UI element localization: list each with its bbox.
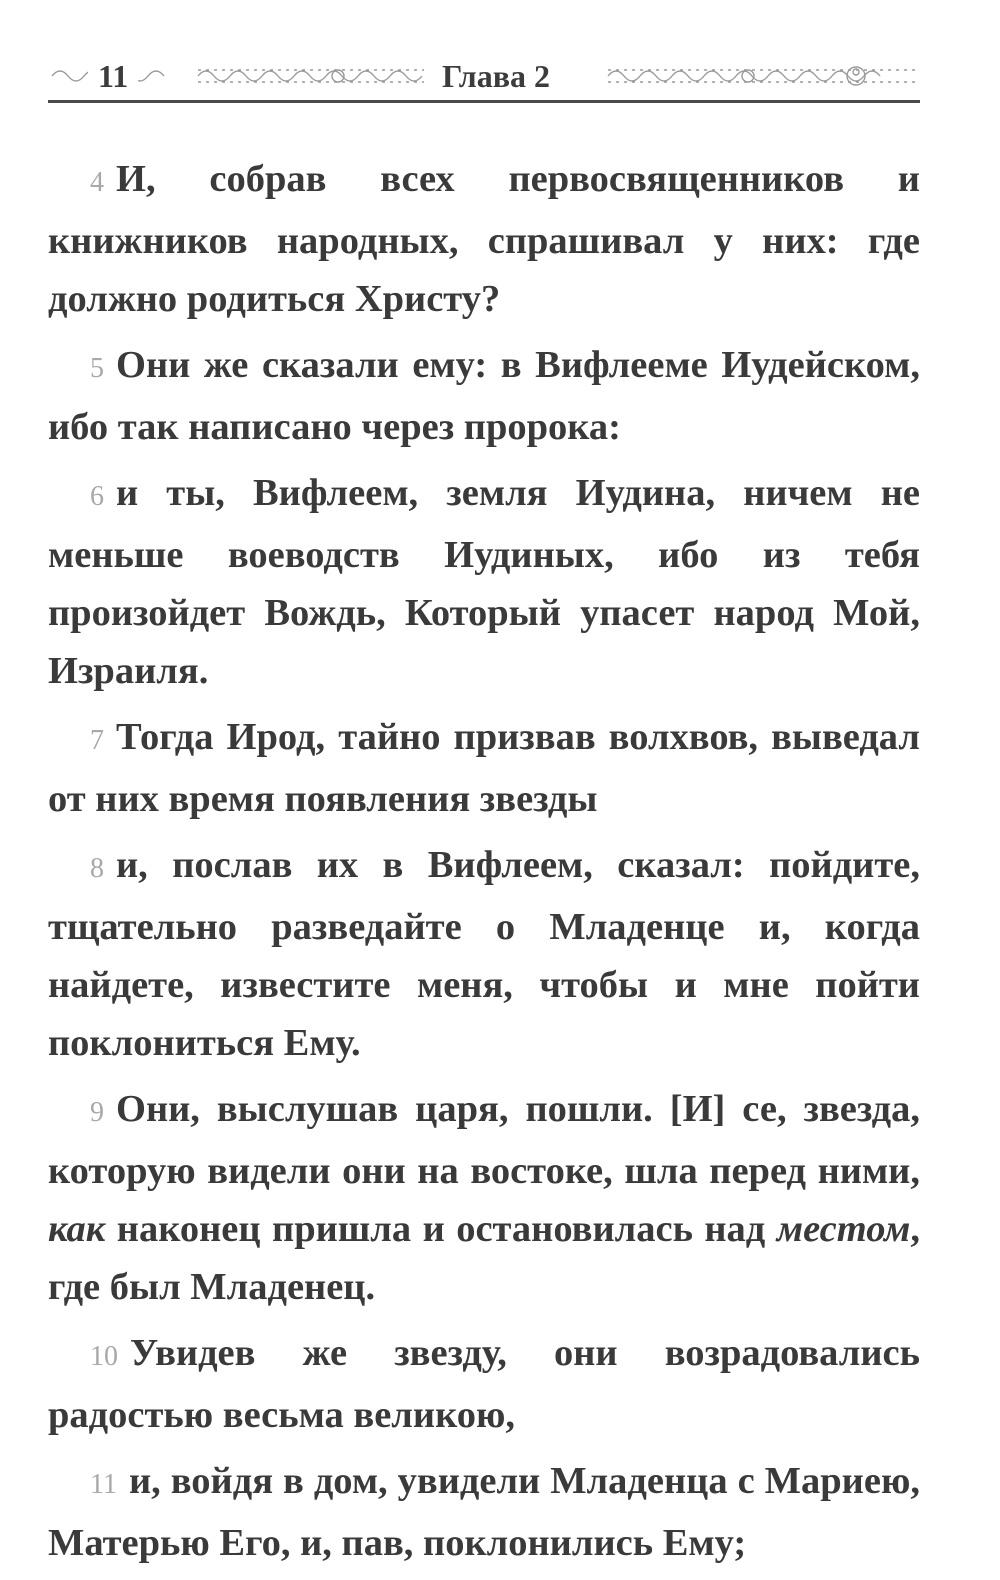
verse-text: и, послав их в Вифлеем, сказал: пойдите, тщательно разведайте о Младенце и, когда найдете, известите меня, чтобы и мне пойти поклониться Ему. (48, 844, 920, 1064)
verse-text: И, собрав всех первосвященников и книжников народных, спрашивал у них: где должно родиться Христу? (48, 158, 920, 320)
verse-text: и, войдя в дом, увидели Младенца с Мариею, Матерью Его, и, пав, поклонились Ему; (48, 1460, 920, 1564)
verse-number: 11 (90, 1469, 117, 1500)
verse-number: 4 (90, 167, 104, 198)
verse-number: 9 (90, 1097, 104, 1128)
verse (48, 1324, 920, 1444)
chapter-title: Глава 2 (424, 58, 568, 95)
verse (48, 1080, 920, 1316)
verse (48, 708, 920, 828)
verse-text: Увидев же звезду, они возрадовались радостью весьма великою, (48, 1332, 920, 1436)
verse (48, 1452, 920, 1572)
verse-text-italic: как (48, 1208, 106, 1250)
verse (48, 150, 920, 328)
verse-text-italic: местом (776, 1208, 911, 1250)
verse (48, 836, 920, 1072)
verse-text: наконец пришла и остановилась над (105, 1208, 777, 1250)
verse-text: и ты, Вифлеем, земля Иудина, ничем не меньше воеводств Иудиных, ибо из тебя произойдет Вождь, Который упасет народ Мой, Израиля. (48, 472, 920, 692)
verse-number: 10 (90, 1341, 118, 1372)
verse-text: Они же сказали ему: в Вифлееме Иудейском, ибо так написано через пророка: (48, 344, 920, 448)
verse-number: 5 (90, 353, 104, 384)
verse (48, 464, 920, 700)
verse-number: 7 (90, 725, 104, 756)
verse (48, 336, 920, 456)
verse-number: 6 (90, 481, 104, 512)
running-header (48, 52, 920, 103)
verse-text: , где был Младенец. (48, 1208, 920, 1308)
verse-text: Тогда Ирод, тайно призвав волхвов, выведал от них время появления звезды (48, 716, 920, 820)
page-number: 11 (88, 58, 138, 95)
verse-text: Они, выслушав царя, пошли. [И] се, звезда, которую видели они на востоке, шла перед ними, (48, 1088, 920, 1192)
verse-number: 8 (90, 853, 104, 884)
scripture-text (48, 150, 920, 1580)
